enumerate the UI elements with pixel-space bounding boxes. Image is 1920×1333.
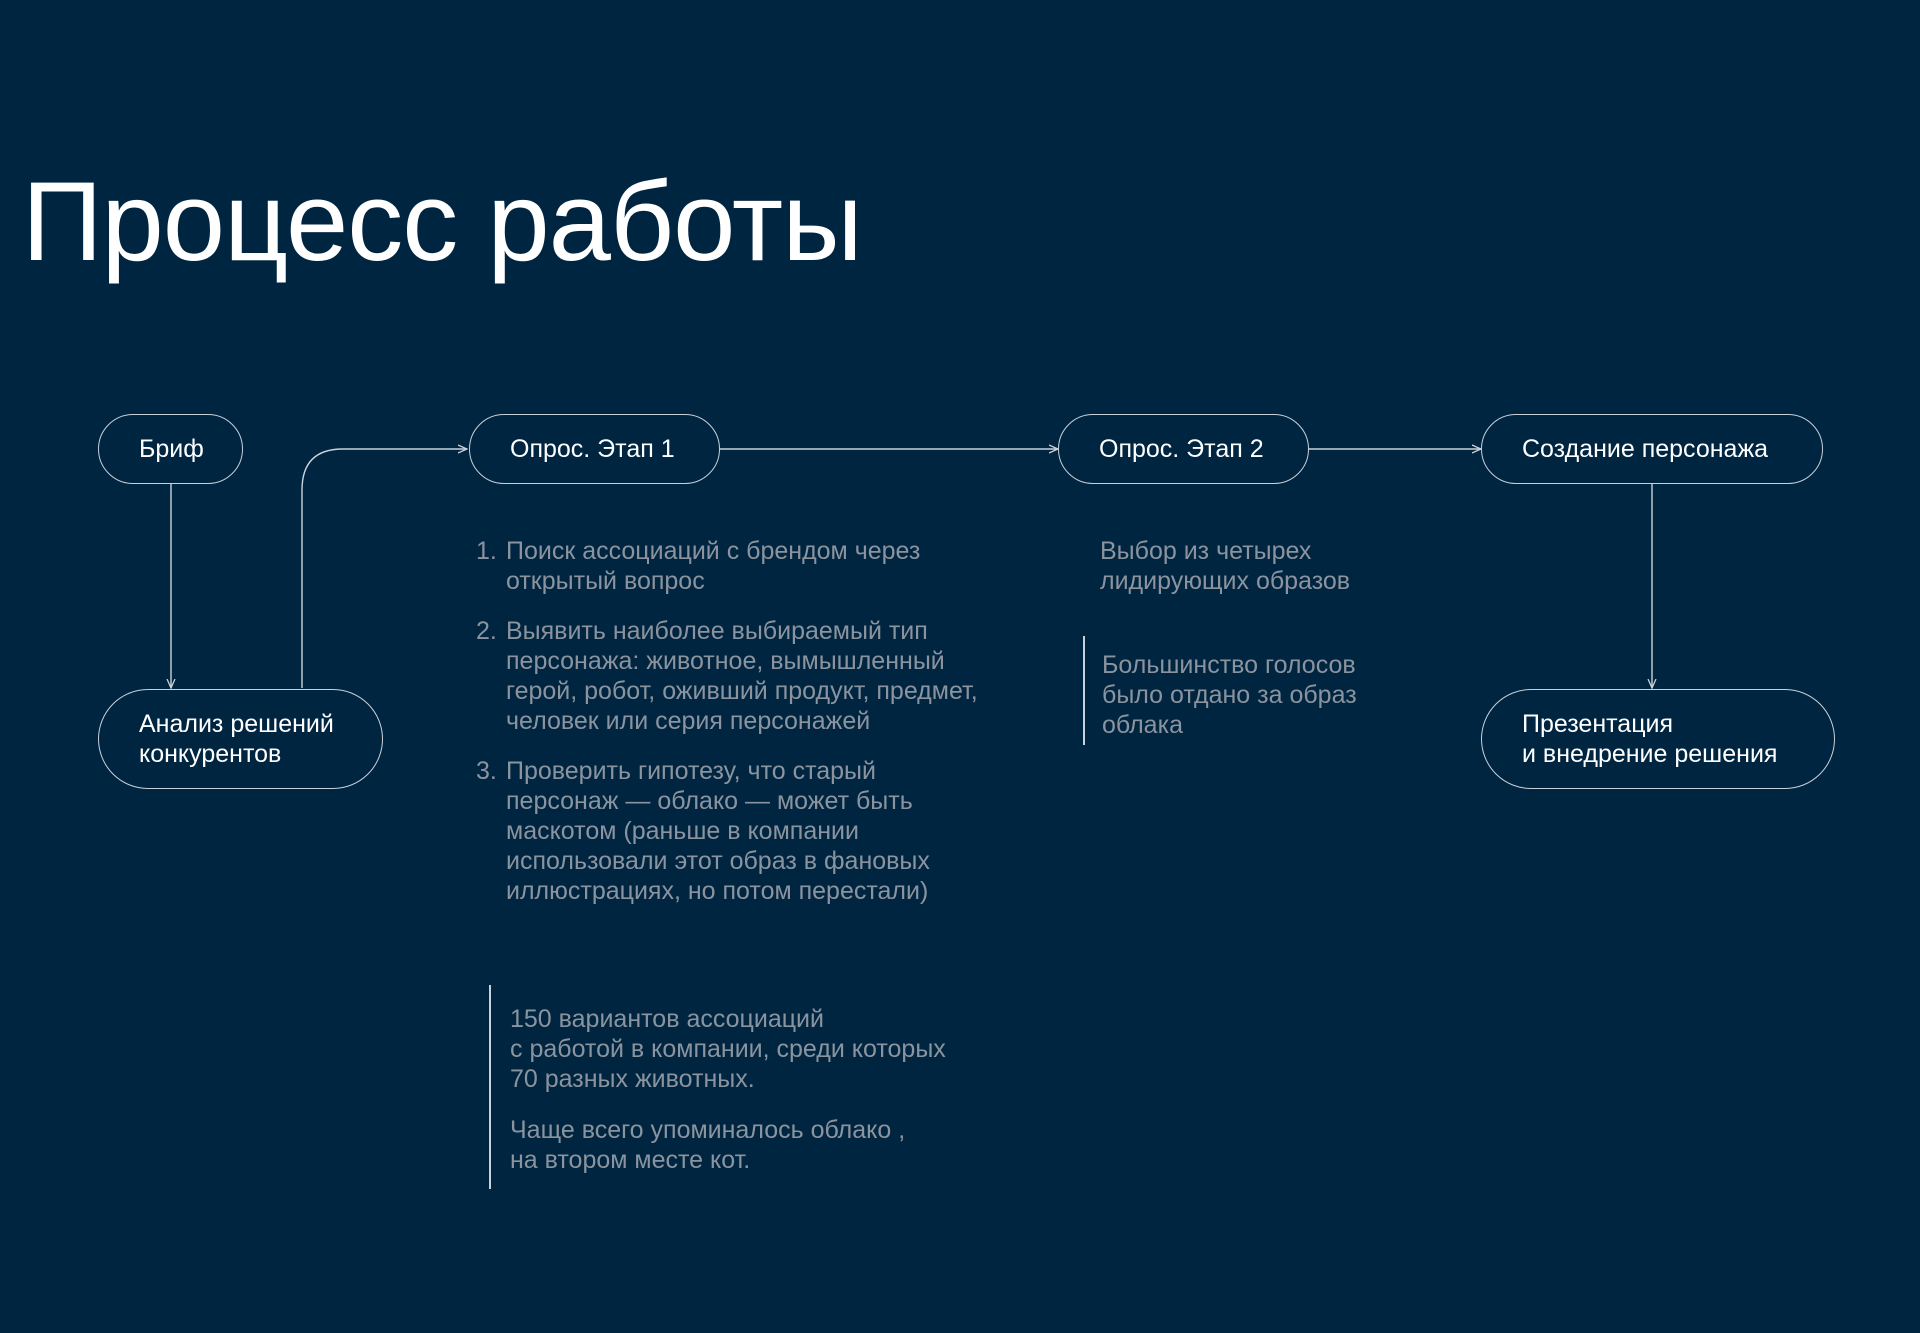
stage2-result-line3: облака [1102,711,1183,739]
list-item-text: Проверить гипотезу, что старый персонаж — облако — может быть маскотом (раньше в компании использовали этот образ в фановых иллюстрациях, но потом перестали) [506,757,930,905]
stage1-results-p2-line1: Чаще всего упоминалось облако , [510,1116,906,1144]
node-survey-stage2-label: Опрос. Этап 2 [1099,435,1264,463]
node-brief [98,414,243,484]
stage2-result-line1: Большинство голосов [1102,651,1356,679]
list-item [476,536,996,596]
node-character-creation [1481,414,1823,484]
node-competitor-analysis [98,689,383,789]
list-item-number: 2. [476,617,497,645]
node-presentation-line2: и внедрение решения [1522,740,1778,768]
stage2-task-line1: Выбор из четырех [1100,537,1312,565]
stage2-result-divider [1083,636,1085,745]
stage1-results-paragraph [510,1115,1030,1175]
list-item [476,616,996,736]
node-competitor-analysis-line2: конкурентов [139,740,282,768]
stage1-results-divider [489,985,491,1189]
page-title: Процесс работы [22,159,862,284]
node-brief-label: Бриф [139,435,204,463]
node-survey-stage1 [469,414,720,484]
list-item-number: 3. [476,757,497,785]
node-survey-stage2 [1058,414,1309,484]
stage2-task [1100,536,1460,596]
node-survey-stage1-label: Опрос. Этап 1 [510,435,675,463]
stage1-results-p2-line2: на втором месте кот. [510,1146,751,1174]
stage2-result-line2: было отдано за образ [1102,681,1357,709]
stage2-task-line2: лидирующих образов [1100,567,1351,595]
stage1-results-p1-line2: с работой в компании, среди которых [510,1035,946,1063]
stage1-results [510,1004,1030,1175]
stage1-task-list [476,536,996,926]
list-item-text: Поиск ассоциаций с брендом через открытый вопрос [506,537,921,595]
list-item-number: 1. [476,537,497,565]
stage1-results-p1-line1: 150 вариантов ассоциаций [510,1005,824,1033]
stage2-result [1102,650,1462,740]
node-character-creation-label: Создание персонажа [1522,435,1769,463]
list-item [476,756,996,906]
node-competitor-analysis-line1: Анализ решений [139,710,334,738]
list-item-text: Выявить наиболее выбираемый тип персонажа: животное, вымышленный герой, робот, оживший продукт, предмет, человек или серия персонажей [506,617,978,735]
arrow-analysis-to-stage1 [302,449,467,688]
node-presentation [1481,689,1835,789]
stage1-results-paragraph [510,1004,1030,1094]
node-presentation-line1: Презентация [1522,710,1674,738]
stage1-results-p1-line3: 70 разных животных. [510,1065,755,1093]
